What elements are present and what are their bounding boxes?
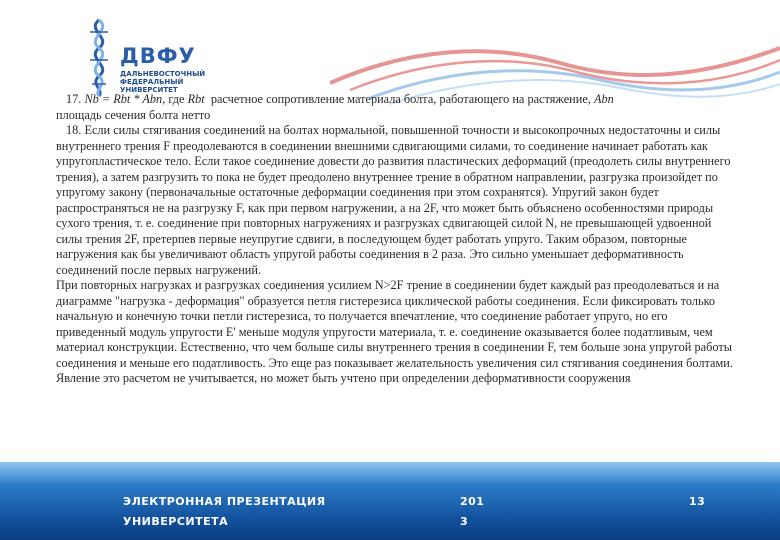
item-18: 18. Если силы стягивания соединений на болтах нормальной, повышенной точности и высокопрочных недостаточны и силы внутреннего трения F преодолеваются в соединении внешними сдвигающими силами, то соединение начинает работать как упругопластическое тело. Если такое соединение довести до развития пластических деформаций (преодолеть силы внутреннего трения), а затем разгрузить то пока не будет преодолено внутреннее трение в обратном направлении, разгрузка произойдет по упругому закону (первоначальные остаточные деформации соединения при этом сохранятся). Упругий закон будет распространяться не на разгрузку F, как при первом нагружении, а на 2F, что может быть объяснено особенностями природы сухого трения, т. е. соединение при повторных нагружениях и разгрузках сдвигающей силой N, не превышающей удвоенной силы трения 2F, претерпев первые неупругие сдвиги, в последующем будет работать упруго. Таким образом, повторные нагружения как бы увеличивают область упругой работы соединения в 2 раза. Это сильно уменьшает деформативность соединений после первых нагружений. — [56, 123, 731, 277]
item-17-continuation: площадь сечения болта нетто — [56, 107, 211, 122]
footer-year: 201 3 — [460, 495, 485, 528]
item-17: 17. Nb = Rbt * Abn, где Rbt расчетное сопротивление материала болта, работающего на растяжение, Abn — [66, 92, 614, 106]
dna-helix-logo-icon — [82, 18, 116, 98]
logo-title: ДВФУ — [120, 44, 196, 68]
slide-header — [0, 0, 780, 98]
formula: Nb = Rbt * Abn — [84, 92, 163, 106]
page-number: 13 — [689, 495, 706, 508]
logo-subtitle: ДАЛЬНЕВОСТОЧНЫЙ ФЕДЕРАЛЬНЫЙ УНИВЕРСИТЕТ — [120, 70, 206, 94]
paragraph-hysteresis: При повторных нагрузках и разгрузках соединения усилием N>2F трение в соединении будет каждый раз преодолеваться и на диаграмме "нагрузка - деформация" образуется петля гистерезиса циклической работы соединения. Если фиксировать только начальную и конечную точки петли гистерезиса, то получается впечатление, что соединение работает упруго, но его приведенный модуль упругости E' меньше модуля упругости материала, т. е. соединение оказывается более податливым, чем материал конструкции. Естественно, что чем больше силы внутреннего трения в соединении F, тем больше зона упругой работы соединения и меньше его податливость. Это еще раз показывает желательность увеличения сил стягивания соединения болтами. Явление это расчетом не учитывается, но может быть учтено при определении деформативности сооружения — [56, 278, 733, 385]
footer-title: ЭЛЕКТРОННАЯ ПРЕЗЕНТАЦИЯ УНИВЕРСИТЕТА — [123, 495, 326, 528]
university-logo — [82, 18, 206, 98]
slide-footer — [0, 462, 780, 540]
slide-body — [56, 92, 740, 387]
